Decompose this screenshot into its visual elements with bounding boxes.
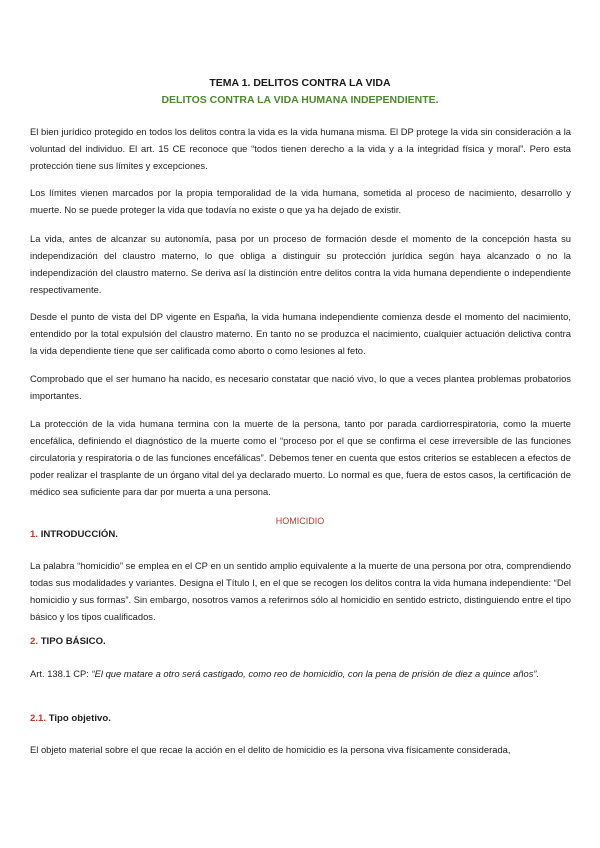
article-text: “El que matare a otro será castigado, como reo de homicidio, con la pena de prisión de diez a quince años”.: [91, 668, 540, 679]
heading-text: INTRODUCCIÓN.: [40, 529, 118, 540]
paragraph-bien-juridico: El bien jurídico protegido en todos los delitos contra la vida es la vida humana misma. El DP protege la vida sin consideración a la voluntad del individuo. El art. 15 CE reconoce que “todos tienen derecho a la vida y a la integridad física y moral”. Pero esta protección tiene sus límites y excepciones.: [30, 126, 571, 171]
heading-text: Tipo objetivo.: [48, 713, 111, 724]
section-title-homicidio: HOMICIDIO: [275, 516, 325, 526]
heading-tipo-basico: [30, 636, 106, 647]
heading-number: 1.: [30, 529, 39, 540]
heading-text: TIPO BÁSICO.: [40, 636, 106, 647]
article-quote: [30, 665, 571, 682]
heading-number: 2.: [30, 636, 39, 647]
paragraph-introduccion: La palabra “homicidio” se emplea en el CP en un sentido amplio equivalente a la muerte de una persona por otra, comprendiendo todas sus modalidades y variantes. Designa el Título I, en el que se recogen los delitos contra la vida humana independiente: “Del homicidio y sus formas”. Sin embargo, nosotros vamos a referirnos sólo al homicidio en sentido estricto, distinguiendo entre el tipo básico y los tipos cualificados.: [30, 560, 571, 622]
heading-number: 2.1.: [30, 713, 47, 724]
heading-tipo-objetivo: [30, 713, 111, 724]
document-subtitle: DELITOS CONTRA LA VIDA HUMANA INDEPENDIENTE.: [161, 94, 439, 106]
paragraph-nacimiento: Desde el punto de vista del DP vigente en España, la vida humana independiente comienza desde el momento del nacimiento, entendido por la total expulsión del claustro materno. En tanto no se produzca el nacimiento, cualquier actuación delictiva contra la vida dependiente tiene que ser calificada como aborto o como lesiones al feto.: [30, 311, 571, 356]
paragraph-muerte: La protección de la vida humana termina con la muerte de la persona, tanto por parada cardiorrespiratoria, como la muerte encefálica, definiendo el diagnóstico de la muerte como el “proceso por el que se confirma el cese irreversible de las funciones circulatoria y respiratoria o de las funciones encefálicas”. Debemos tener en cuenta que estos criterios se establecen a efectos de poder realizar el trasplante de un órgano vital del ya declarado muerto. Lo normal es que, fuera de estos casos, la certificación de médico sea suficiente para dar por muerta a una persona.: [30, 418, 571, 497]
article-ref: Art. 138.1 CP:: [30, 668, 89, 679]
heading-introduccion: [30, 529, 118, 540]
paragraph-formacion: La vida, antes de alcanzar su autonomía, pasa por un proceso de formación desde el momento de la concepción hasta su independización del claustro materno, lo que obliga a distinguir su protección jurídica según haya alcanzado o no la independización del claustro materno. Se deriva así la distinción entre delitos contra la vida humana dependiente o independiente respectivamente.: [30, 233, 571, 295]
document-title: TEMA 1. DELITOS CONTRA LA VIDA: [209, 77, 391, 89]
paragraph-limites: Los límites vienen marcados por la propia temporalidad de la vida humana, sometida al proceso de nacimiento, desarrollo y muerte. No se puede proteger la vida que todavía no existe o que ya ha dejado de existir.: [30, 187, 571, 215]
paragraph-nacio-vivo: Comprobado que el ser humano ha nacido, es necesario constatar que nació vivo, lo que a veces plantea problemas probatorios importantes.: [30, 373, 571, 401]
paragraph-objeto-material: El objeto material sobre el que recae la acción en el delito de homicidio es la persona viva físicamente considerada,: [30, 744, 511, 755]
